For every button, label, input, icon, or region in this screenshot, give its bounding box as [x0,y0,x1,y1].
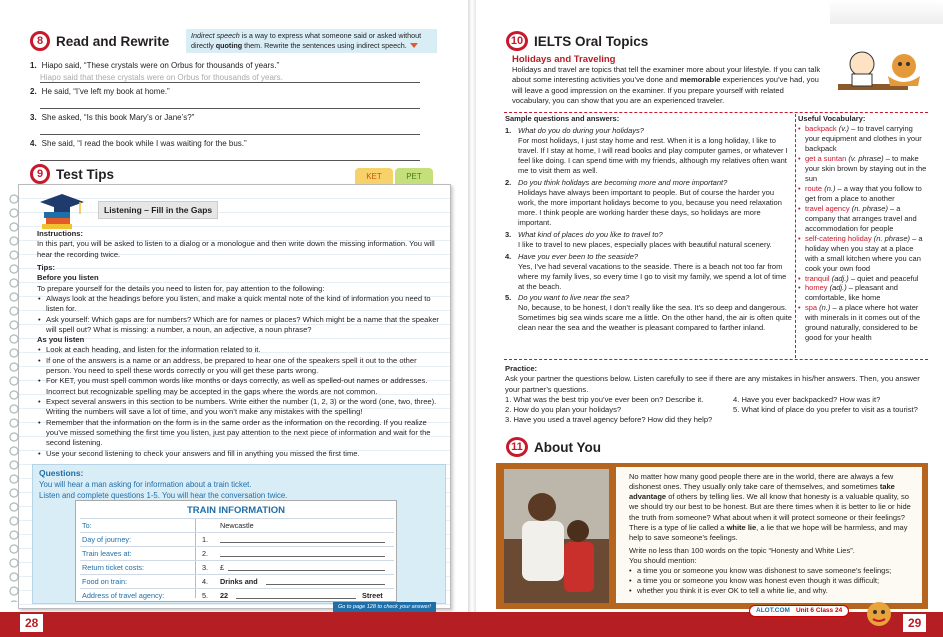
vocab-term: spa [805,303,818,313]
qa-answer: I like to travel to new places, especially places with beautiful natural scenery. [518,239,772,249]
as-list [37,345,443,458]
item-sentence: She said, “I read the book while I was waiting for the bus.” [41,139,247,148]
list-item: • Always look at the headings before you listen, and make a quick mental note of the kind of information you need to listen for. [37,294,443,315]
oral-intro [512,65,822,106]
section-10-title: IELTS Oral Topics [534,33,649,49]
section-8-badge: 8 [30,31,50,51]
qa-item [505,230,793,250]
vocab-item [798,204,928,234]
intro-part-a: Holidays and travel are topics that tell the examiner more about your lifestyle. If you can talk about some interesting activities you’ve done and [512,65,821,85]
questions-line-1: You will hear a man asking for information about a train ticket. [39,480,252,489]
blank-line[interactable] [228,570,385,571]
qa-question: Do you want to live near the sea? [518,293,630,303]
street-label: Street [362,591,383,600]
para-part: of others by telling lies. We all know that honesty is a valuable quality, so we should try our best to be honest. But are there times when it is better to lie or hide the truth from someone? What about when it will protect someone or their feelings? There is a type of lie called a [629,492,911,532]
vocab-def: – pleasant and comfortable, like home [805,283,898,303]
form-row[interactable] [80,560,394,574]
divider-line [504,359,928,360]
blank-line[interactable] [220,556,385,557]
about-paragraph [629,472,915,543]
note-bold: quoting [215,40,243,50]
practice-question [733,415,923,425]
vocab-pos: (v.) [836,123,850,133]
row-label: To: [82,521,92,530]
row-num: 5. [202,591,209,600]
mention-label: You should mention: [629,556,697,565]
vocab-def: – quiet and peaceful [848,273,919,283]
before-heading: Before you listen [37,273,99,283]
answer-line[interactable] [40,160,420,161]
vocab-def: – to travel carrying your equipment and clothes in your backpack [805,123,922,153]
oral-subtitle: Holidays and Traveling [512,54,616,65]
qa-question: Do you think holidays are becoming more and more important? [518,177,728,187]
sample-heading: Sample questions and answers: [505,114,620,123]
section-9-header [30,164,114,184]
vocab-pos: (n.) [822,183,836,193]
divider-line [504,112,928,113]
vocab-pos: (v. phrase) [846,153,884,163]
spiral-binding [6,192,26,602]
section-8-header [30,31,169,51]
qa-num: 4. [505,251,512,261]
qa-item [505,293,793,333]
row-label: Train leaves at: [82,549,132,558]
practice-question: 2. How do you plan your holidays? [505,405,622,414]
practice-question: 1. What was the best trip you’ve ever been on? Describe it. [505,394,704,404]
note-mid: is a way to express what someone said or asked without directly [191,31,422,50]
list-item: • Expect several answers in this section to be numbers. Write either the number (1, 2, 3) or the word (one, two, three). Writing the numbers will save a lot of time, and you won’t make any mistakes with the spelling! [37,397,443,418]
curled-pages [830,0,943,24]
row-num: 2. [202,549,209,558]
form-row[interactable] [80,532,394,546]
row-value: Newcastle [220,521,254,530]
vocab-item [798,234,928,274]
vocab-pos: (n. phrase) [871,233,911,243]
alot-link[interactable] [749,605,849,617]
qa-answer: For most holidays, I just stay home and rest. When it is a long holiday, I like to travel. If I stay at home, I will read books and play computer games, or whatever I feel like doing. I can spend time with my friends, although my relatives often want me to visit them as well. [518,135,788,175]
page-number-right: 29 [903,614,926,632]
row-label: Address of travel agency: [82,591,165,600]
go-to-page-link[interactable]: Go to page 128 to check your answer! [333,602,436,612]
row-num: 1. [202,535,209,544]
vocab-heading: Useful Vocabulary: [798,114,866,123]
qa-answer: Holidays have always been important to people. But of course the harder you work, the more important holidays become to you, because you need relaxation more. I think people are working harder these days, so holidays are more important. [518,187,782,227]
note-lead: Indirect speech [191,31,240,40]
para-part: No matter how many good people there are in the world, there are always a few dishonest ones. They usually only take care of themselves, and sometimes [629,472,894,492]
qa-num: 3. [505,229,512,239]
item-number: 1. [30,61,37,70]
practice-text: Ask your partner the questions below. Listen carefully to see if there are any mistakes in his/her answers. Then, you answer your partner’s questions. [505,374,920,394]
row-label: Food on train: [82,577,128,586]
list-item: • Use your second listening to check your answers and fill in anything you missed the first time. [37,449,443,459]
vocab-item [798,184,928,204]
intro-part-c: experiences you’ve had, you will leave a good impression on the examiner. If you prepare yourself with related vocabulary, you can show that you are an experienced traveler. [512,75,819,105]
rewrite-item [30,139,420,148]
vocab-term: tranquil [805,273,830,283]
divider-line [795,114,796,358]
vocab-pos: (adj.) [829,273,849,283]
row-value: 22 [220,591,229,600]
father-son-photo [504,469,609,603]
section-11-title: About You [534,439,601,455]
section-10-header [506,31,648,51]
para-bold: white lie [726,522,757,532]
list-item: • For KET, you must spell common words like months or days correctly, as well as spelled-out names or addresses. Incorrect but recognizable spelling may be accepted in the gaps where the words are not common. [37,376,443,397]
questions-line-2: Listen and complete questions 1-5. You will hear the conversation twice. [39,490,288,500]
practice-question: 3. Have you used a travel agency before? How did they help? [505,415,713,425]
practice-questions [505,395,925,426]
rewrite-item [30,113,420,122]
qa-question: What kind of places do you like to travel to? [518,229,663,239]
section-9-badge: 9 [30,164,50,184]
para-bold: take advantage [629,482,895,502]
vocab-item [798,274,928,284]
qa-answer: No, because, to be honest, I don’t really like the sea. It’s so deep and dangerous. Sometimes big sea winds scare me a little. On the other hand, the air is often quite clean near the sea and the weather is pleasant compared to farther inland. [518,303,792,333]
instructions-heading: Instructions: [37,229,83,238]
item-sentence: He said, “I’ve left my book at home.” [41,87,170,96]
answer-line[interactable] [40,134,420,135]
mention-item: • a time you or someone you know was dishonest to save someone’s feelings; [629,566,915,576]
blank-line[interactable] [236,598,356,599]
row-num: 3. [202,563,209,572]
row-value: Drinks and [220,577,258,586]
answer-line[interactable] [40,82,420,83]
qa-num: 5. [505,293,512,303]
practice-question: 5. What kind of place do you prefer to visit as a tourist? [733,405,918,414]
listening-title: Listening – Fill in the Gaps [98,201,218,219]
vocab-term: backpack [805,123,837,133]
write-prompt: Write no less than 100 words on the topic “Honesty and White Lies”. [629,545,855,555]
section-9-title: Test Tips [56,166,115,182]
sample-qa [505,114,793,335]
train-information-form [75,500,397,602]
vocab-term: route [805,183,823,193]
blank-line[interactable] [266,584,385,585]
answer-example: Hiapo said that these crystals were on Orbus for thousands of years. [40,73,283,82]
form-row[interactable] [80,574,394,588]
row-num: 4. [202,577,209,586]
vocab-item [798,283,928,303]
questions-text [39,480,439,501]
row-value: £ [220,563,225,572]
unit-label: Unit 6 Class 24 [795,607,843,614]
before-list [37,294,443,335]
graduation-cap-icon [36,190,90,230]
test-tips-content [37,229,443,459]
before-intro: To prepare yourself for the details you need to listen for, pay attention to the following: [37,283,325,293]
list-item: • Ask yourself: Which gaps are for numbers? Which are for names or places? Which might be a name that the speaker will spell out? What is missing: a number, a noun, an adjective, a noun phrase? [37,315,443,336]
answer-line[interactable] [40,108,420,109]
item-number: 3. [30,113,37,122]
train-form-title: TRAIN INFORMATION [187,505,285,516]
qa-answer: Yes, I’ve had several vacations to the seaside. There is a beach not too far from where my family lives, so every time I go to visit my family, we spend a lot of time at the beach. [518,261,787,291]
vocab-def: – a company that arranges travel and accommodation for people [805,203,917,233]
vocab-pos: (adj.) [827,283,847,293]
section-8-title: Read and Rewrite [56,33,170,49]
section-11-header [506,437,601,457]
section-11-badge: 11 [506,437,528,457]
useful-vocabulary [798,114,928,343]
list-item: • Look at each heading, and listen for the information related to it. [37,345,443,355]
blank-line[interactable] [220,542,385,543]
qa-item [505,178,793,228]
note-tail: them. Rewrite the sentences using indirect speech. [242,40,407,50]
qa-question: What do you do during your holidays? [518,125,644,135]
row-label: Return ticket costs: [82,563,145,572]
ket-tab[interactable]: KET [355,168,393,186]
mention-item: • whether you think it is ever OK to tell a white lie, and why. [629,586,915,596]
vocab-def: – a way that you follow to get from a place to another [805,183,922,203]
item-sentence: She asked, “Is this book Mary’s or Jane’s?” [41,113,195,122]
vocab-pos: (n.) [817,303,831,313]
list-item: • If one of the answers is a name or an address, be prepared to hear one of the speakers spell it out to the other person. You need to spell these words correctly or you will get these parts wrong. [37,356,443,377]
pet-tab[interactable]: PET [395,168,433,186]
form-row[interactable] [80,588,394,602]
as-heading: As you listen [37,335,85,345]
instructions-text: In this part, you will be asked to listen to a dialog or a monologue and then write down the missing information. You will hear the recording twice. [37,239,435,259]
practice-section [505,364,925,426]
item-number: 2. [30,87,37,96]
vocab-term: self-catering holiday [805,233,872,243]
qa-item [505,126,793,176]
about-you-text [629,472,915,597]
item-number: 4. [30,139,37,148]
site-label[interactable]: ALOT.COM [756,607,790,614]
vocab-term: homey [805,283,828,293]
triangle-icon [410,43,418,48]
vocab-item [798,154,928,184]
rewrite-item [30,61,420,82]
vocab-pos: (n. phrase) [849,203,888,213]
vocab-def: – to make your skin brown by staying out in the sun [805,153,927,183]
qa-num: 1. [505,125,512,135]
vocab-term: travel agency [805,203,850,213]
vocab-item [798,303,928,343]
vocab-def: – a holiday when you stay at a place with a small kitchen where you can cook your own food [805,233,923,273]
rewrite-item [30,87,420,96]
form-row[interactable] [80,546,394,560]
list-item: • Remember that the information on the form is in the same order as the information on the recording. If you realize you’ve missed something the first time you listen, just pay attention to the next piece of information and wait for the second listening. [37,418,443,449]
mention-item: • a time you or someone you know was honest even though it was difficult; [629,576,915,586]
row-label: Day of journey: [82,535,132,544]
practice-heading: Practice: [505,364,538,373]
examiner-illustration-icon [828,40,928,112]
practice-question: 4. Have you ever backpacked? How was it? [733,394,881,404]
qa-num: 2. [505,177,512,187]
vocab-item [798,124,928,154]
mascot-icon [862,600,896,628]
tips-heading: Tips: [37,262,56,272]
indirect-speech-note [186,29,437,53]
intro-bold: memorable [680,75,721,85]
page-number-left: 28 [20,614,43,632]
vocab-def: – a place where hot water with minerals in it comes out of the ground naturally, considered to be good for your health [805,303,921,343]
qa-question: Have you ever been to the seaside? [518,251,639,261]
para-part: , a lie that we hope will be harmless, and may help to save someone’s feelings. [629,522,908,542]
item-sentence: Hiapo said, “These crystals were on Orbus for thousands of years.” [41,61,280,70]
qa-item [505,252,793,292]
form-row [80,518,394,532]
vocab-term: get a suntan [805,153,847,163]
questions-heading: Questions: [39,468,84,478]
page-gutter [468,0,476,612]
section-10-badge: 10 [506,31,528,51]
